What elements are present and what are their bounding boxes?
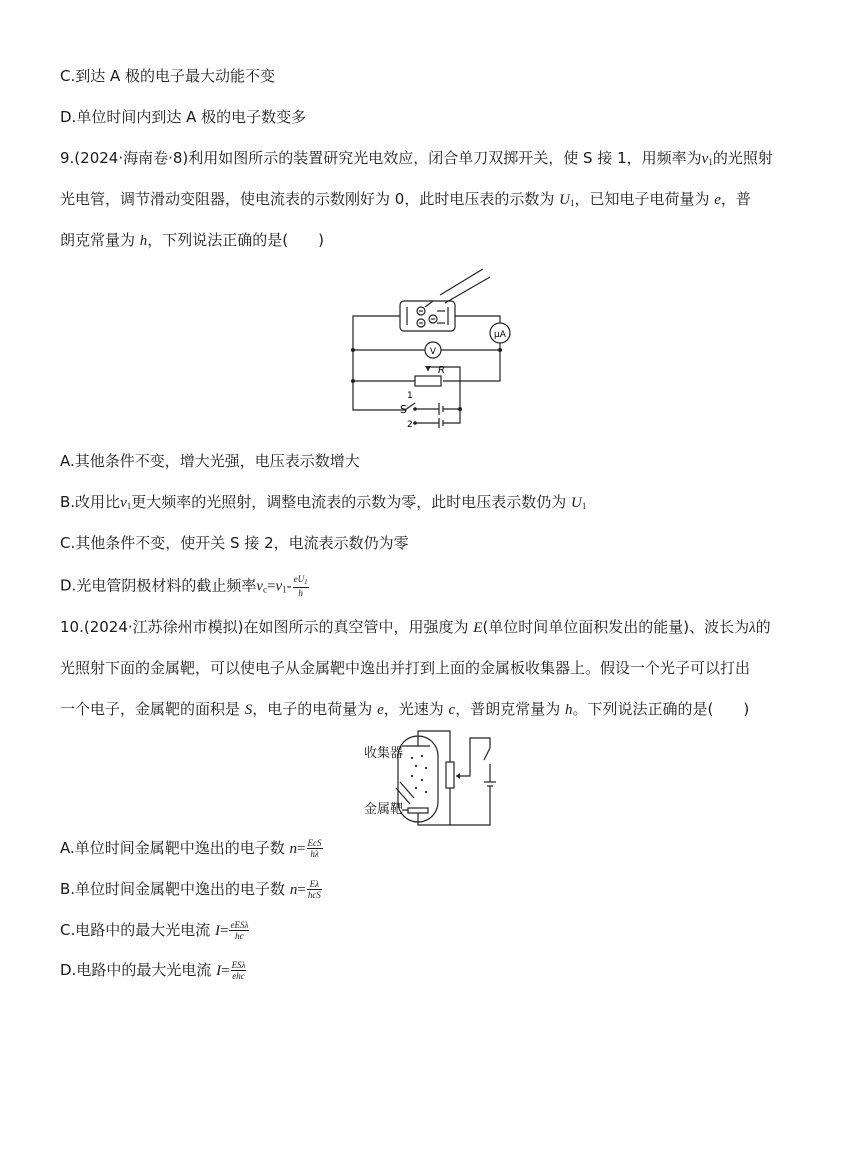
q10-stem-line2: 光照射下面的金属靶，可以使电子从金属靶中逸出并打到上面的金属板收集器上。假设一个光子可以打出	[60, 659, 751, 677]
q8-option-d: D.单位时间内到达 A 极的电子数变多	[60, 108, 307, 126]
svg-text:V: V	[429, 347, 437, 357]
q10-optb-fraction: $\frac{E\lambda}{\text{hcS}}$	[307, 879, 321, 900]
svg-text:S: S	[400, 403, 407, 416]
q10-stem-line1: 10.(2024·江苏徐州市模拟)在如图所示的真空管中，用强度为 E(单位时间单位面积发出的能量)、波长为λ的	[60, 618, 771, 636]
target-label: 金属靶	[364, 802, 404, 817]
svg-text:2: 2	[407, 420, 413, 430]
q9-stem-line2: 光电管，调节滑动变阻器，使电流表的示数刚好为 0，此时电压表的示数为 $U_1$，已知电子电荷量为 e，普	[60, 190, 751, 208]
q9-option-a: A.其他条件不变，增大光强，电压表示数增大	[60, 452, 360, 470]
q8-option-c: C.到达 A 极的电子最大动能不变	[60, 67, 276, 85]
svg-text:1: 1	[407, 391, 413, 401]
q9-stem-line3: 朗克常量为 h，下列说法正确的是( )	[60, 231, 324, 249]
metal-target	[408, 808, 428, 813]
q10-optc-fraction: $\frac{\text{eESλ}}{hc}$	[230, 920, 249, 941]
q10-option-a: A.单位时间金属靶中逸出的电子数 n= $\frac{\text{EcS}}{h\lambda}$	[60, 838, 322, 859]
q9-circuit-figure	[345, 263, 520, 438]
q10-option-c: C.电路中的最大光电流 I= $\frac{\text{eESλ}}{hc}$	[60, 920, 249, 941]
q10-optd-fraction: $\frac{\text{ESλ}}{\text{ehc}}$	[231, 960, 246, 981]
q10-option-b: B.单位时间金属靶中逸出的电子数 n= $\frac{E\lambda}{\text{hcS}}$	[60, 879, 321, 900]
q10-stem-line3: 一个电子，金属靶的面积是 S，电子的电荷量为 e，光速为 c，普朗克常量为 h。下列说法正确的是( )	[60, 700, 750, 718]
vacuum-tube	[398, 736, 438, 822]
collector-label: 收集器	[364, 746, 404, 761]
svg-text:R: R	[438, 365, 445, 376]
q10-option-d: D.电路中的最大光电流 I= $\frac{\text{ESλ}}{\text{ehc}}$	[60, 960, 246, 981]
q9-option-d: D.光电管阴极材料的截止频率$\nu_c=\nu_1-$ $\frac{eU_1}{h}$	[60, 574, 308, 598]
q9-option-b: B.改用比$\nu_1$更大频率的光照射，调整电流表的示数为零，此时电压表示数仍为 $U_1$	[60, 493, 587, 511]
q9-stem-line1: 9.(2024·海南卷·8)利用如图所示的装置研究光电效应，闭合单刀双掷开关，使 S 接 1，用频率为$\nu_1$的光照射	[60, 149, 773, 167]
svg-text:μA: μA	[494, 330, 506, 340]
q9-optd-fraction: $\frac{eU_1}{h}$	[293, 574, 308, 598]
q9-option-c: C.其他条件不变，使开关 S 接 2，电流表示数仍为零	[60, 534, 409, 552]
q10-opta-fraction: $\frac{\text{EcS}}{h\lambda}$	[307, 838, 322, 859]
